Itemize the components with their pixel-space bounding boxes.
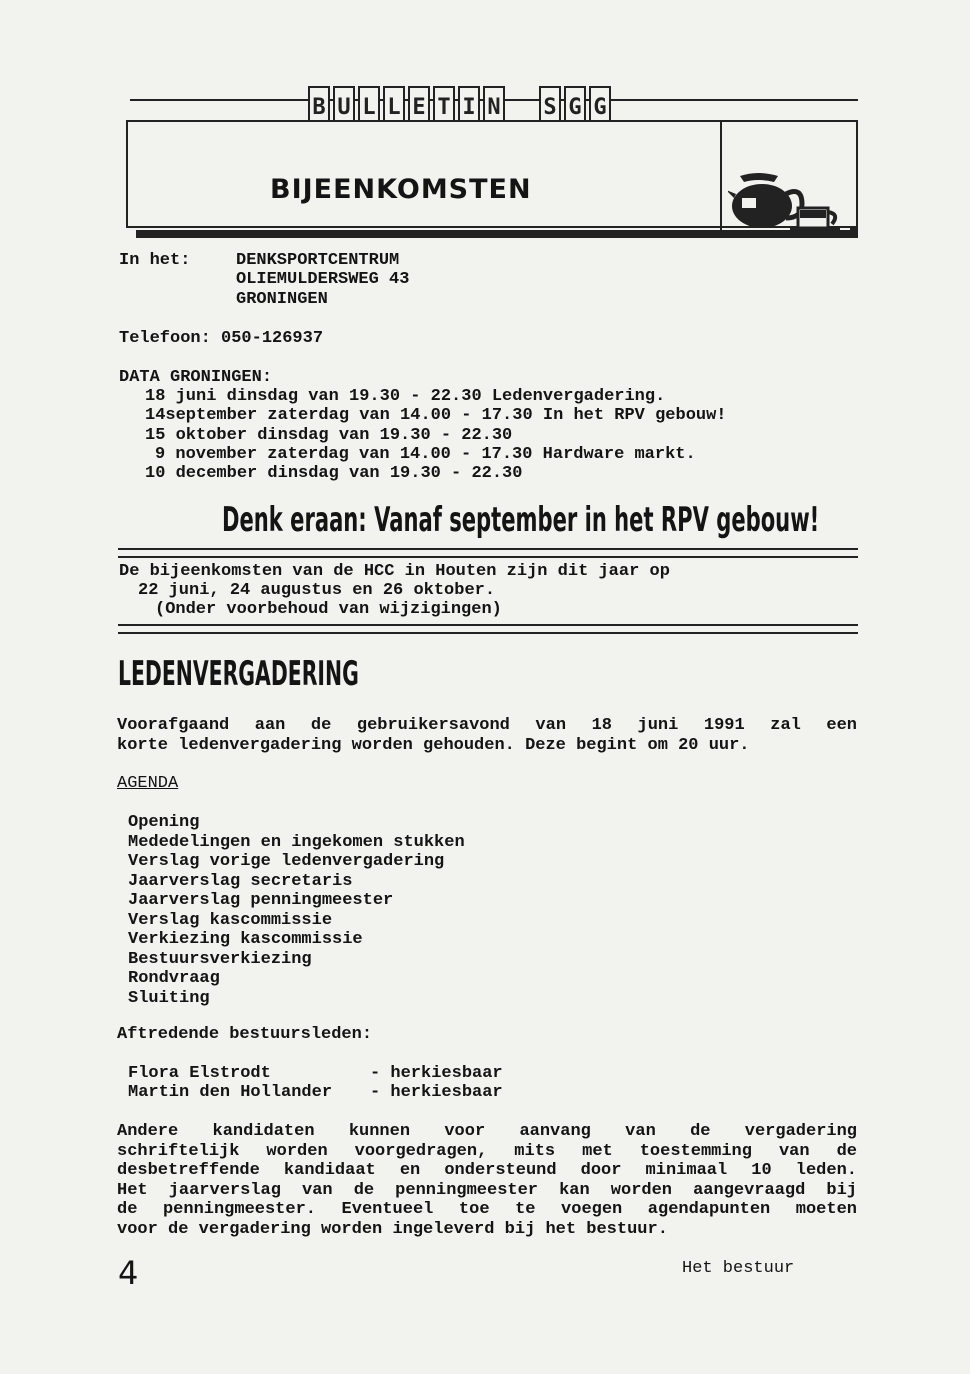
agenda-item: Verslag vorige ledenvergadering	[128, 852, 445, 871]
date-item: 9 november zaterdag van 14.00 - 17.30 Hardware markt.	[155, 445, 696, 464]
masthead-letter: L	[383, 86, 405, 128]
dates-heading: DATA GRONINGEN:	[119, 368, 273, 387]
divider	[118, 548, 858, 558]
venue-line: GRONINGEN	[236, 290, 328, 309]
venue-line: DENKSPORTCENTRUM	[236, 251, 400, 270]
agenda-item: Mededelingen en ingekomen stukken	[128, 832, 465, 852]
hcc-notice-line: (Onder voorbehoud van wijzigingen)	[155, 600, 502, 619]
hcc-notice-line: De bijeenkomsten van de HCC in Houten zijn dit jaar op	[119, 562, 670, 581]
agenda-item: Sluiting	[128, 988, 210, 1008]
agenda-item: Jaarverslag secretaris	[128, 871, 353, 891]
retiring-heading: Aftredende bestuursleden:	[117, 1025, 373, 1044]
date-item: 18 juni dinsdag van 19.30 - 22.30 Ledenvergadering.	[145, 387, 666, 406]
masthead-letter: I	[458, 86, 480, 128]
agenda-list	[128, 813, 465, 1008]
page-number: 4	[118, 1254, 139, 1292]
meeting-title: LEDENVERGADERING	[118, 654, 359, 694]
closing-line: Andere kandidaten kunnen voor aanvang van de vergadering	[117, 1122, 857, 1141]
masthead-letter: S	[539, 86, 561, 128]
intro-line: korte ledenvergadering worden gehouden. Deze begint om 20 uur.	[117, 735, 750, 755]
meeting-intro	[117, 716, 857, 755]
agenda-item: Jaarverslag penningmeester	[128, 891, 394, 910]
intro-line: Voorafgaand aan de gebruikersavond van 18 juni 1991 zal een	[117, 716, 857, 735]
section-title: BIJEENKOMSTEN	[270, 174, 532, 205]
venue-line: OLIEMULDERSWEG 43	[236, 270, 410, 289]
masthead-letter: E	[408, 86, 430, 128]
closing-line: Het jaarverslag van de penningmeester kan worden aangevraagd bij	[117, 1180, 857, 1200]
masthead-letter: T	[433, 86, 455, 128]
divider	[118, 624, 858, 634]
closing-line: desbetreffende kandidaat en ondersteund door minimaal 10 leden.	[117, 1161, 857, 1180]
agenda-item: Verkiezing kascommissie	[128, 930, 363, 949]
closing-line: schriftelijk worden voorgedragen, mits met toestemming van de	[117, 1141, 857, 1161]
date-item: 14september zaterdag van 14.00 - 17.30 In het RPV gebouw!	[145, 406, 727, 425]
masthead-letter: G	[564, 86, 586, 128]
retiring-status: - herkiesbaar	[370, 1064, 503, 1083]
masthead-letter: L	[358, 86, 380, 128]
closing-line: voor de vergadering worden ingeleverd bij het bestuur.	[117, 1219, 668, 1239]
masthead-letter: U	[333, 86, 355, 128]
agenda-item: Opening	[128, 813, 200, 832]
masthead-letter: N	[483, 86, 505, 128]
closing-paragraph	[117, 1122, 857, 1239]
retiring-name: Flora Elstrodt	[128, 1064, 271, 1083]
signature: Het bestuur	[682, 1259, 795, 1278]
phone: Telefoon: 050-126937	[119, 329, 324, 348]
date-item: 15 oktober dinsdag van 19.30 - 22.30	[145, 426, 513, 445]
masthead-letter: B	[308, 86, 330, 128]
retiring-name: Martin den Hollander	[128, 1083, 333, 1102]
agenda-heading: AGENDA	[117, 774, 179, 793]
masthead-letter: G	[589, 86, 611, 128]
closing-line: de penningmeester. Eventueel toe te voegen agendapunten moeten	[117, 1200, 857, 1219]
venue-label: In het:	[119, 251, 191, 270]
date-item: 10 december dinsdag van 19.30 - 22.30	[145, 464, 523, 483]
retiring-status: - herkiesbaar	[370, 1083, 503, 1102]
agenda-item: Verslag kascommissie	[128, 910, 333, 930]
reminder: Denk eraan: Vanaf september in het RPV gebouw!	[222, 500, 820, 540]
agenda-item: Bestuursverkiezing	[128, 949, 312, 969]
hcc-notice-line: 22 juni, 24 augustus en 26 oktober.	[138, 581, 496, 600]
coffee-pot-icon	[728, 168, 844, 234]
agenda-item: Rondvraag	[128, 969, 220, 988]
